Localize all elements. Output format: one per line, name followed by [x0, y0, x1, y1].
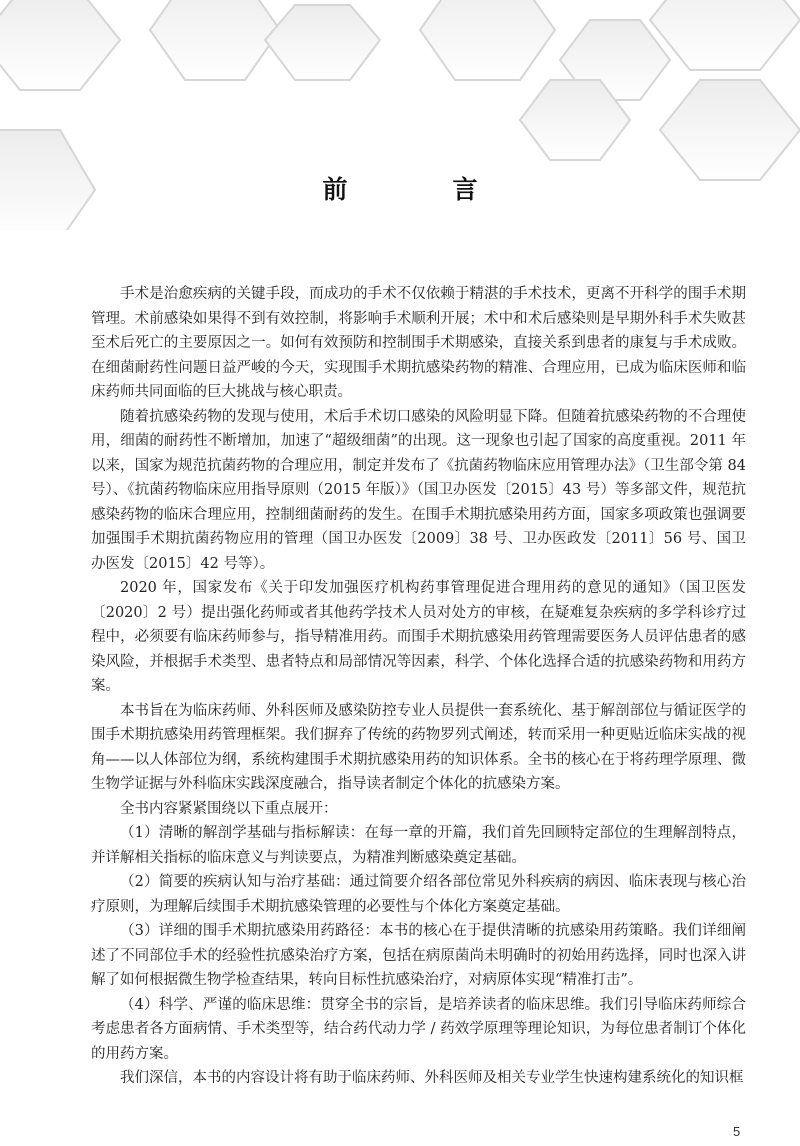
paragraph: （3）详细的围手术期抗感染用药路径：本书的核心在于提供清晰的抗感染用药策略。我们详细阐述了不同部位手术的经验性抗感染治疗方案，包括在病原菌尚未明确时的初始用药选择，同时也深入讲解了如何根据微生物学检查结果，转向目标性抗感染治疗，对病原体实现“精准打击”。	[91, 923, 746, 988]
hexagon-shape	[660, 80, 800, 180]
paragraph: 全书内容紧紧围绕以下重点展开：	[120, 800, 338, 817]
paragraph: 本书旨在为临床药师、外科医师及感染防控专业人员提供一套系统化、基于解剖部位与循证医学的围手术期抗感染用药管理框架。我们摒弃了传统的药物罗列式阐述，转而采用一种更贴近临床实战的视角——以人体部位为纲，系统构建围手术期抗感染用药的知识体系。全书的核心在于将药理学原理、微生物学证据与外科临床实践深度融合，指导读者制定个体化的抗感染方案。	[91, 702, 746, 792]
hexagon-shape	[265, 5, 380, 80]
preface-body	[91, 282, 746, 1091]
hexagon-shape	[650, 0, 800, 70]
hexagon-shape	[420, 0, 555, 80]
page-title: 前 言	[322, 175, 518, 204]
paragraph: 手术是治愈疾病的关键手段，而成功的手术不仅依赖于精湛的手术技术，更离不开科学的围手术期管理。术前感染如果得不到有效控制，将影响手术顺利开展；术中和术后感染则是早期外科手术失败甚至术后死亡的主要原因之一。如何有效预防和控制围手术期感染，直接关系到患者的康复与手术成败。在细菌耐药性问题日益严峻的今天，实现围手术期抗感染药物的精准、合理应用，已成为临床医师和临床药师共同面临的巨大挑战与核心职责。	[91, 286, 746, 400]
paragraph: （2）简要的疾病认知与治疗基础：通过简要介绍各部位常见外科疾病的病因、临床表现与核心治疗原则，为理解后续围手术期抗感染管理的必要性与个体化方案奠定基础。	[91, 874, 746, 915]
paragraph: 随着抗感染药物的发现与使用，术后手术切口感染的风险明显下降。但随着抗感染药物的不合理使用，细菌的耐药性不断增加，加速了“超级细菌”的出现。这一现象也引起了国家的高度重视。2011 年以来，国家为规范抗菌药物的合理应用，制定并发布了《抗菌药物临床应用管理办法》（卫生部令第 84 号）、《抗菌药物临床应用指导原则（2015 年版）》（国卫办医发〔2015〕43 号）等多部文件，规范抗感染药物的临床合理应用，控制细菌耐药的发生。在围手术期抗感染用药方面，国家多项政策也强调要加强围手术期抗菌药物应用的管理（国卫办医发〔2009〕38 号、卫办医政发〔2011〕56 号、国卫办医发〔2015〕42 号等）。	[91, 408, 746, 572]
paragraph: （4）科学、严谨的临床思维：贯穿全书的宗旨，是培养读者的临床思维。我们引导临床药师综合考虑患者各方面病情、手术类型等，结合药代动力学 / 药效学原理等理论知识，为每位患者制订个体化的用药方案。	[91, 996, 746, 1062]
paragraph: 2020 年，国家发布《关于印发加强医疗机构药事管理促进合理用药的意见的通知》（国卫医发〔2020〕2 号）提出强化药师或者其他药学技术人员对处方的审核，在疑难复杂疾病的多学科诊疗过程中，必须要有临床药师参与，指导精准用药。而围手术期抗感染用药管理需要医务人员评估患者的感染风险，并根据手术类型、患者特点和局部情况等因素，科学、个体化选择合适的抗感染药物和用药方案。	[91, 580, 746, 694]
hexagon-shape	[0, 0, 120, 90]
hexagon-shape	[150, 0, 280, 80]
page-number: 5	[733, 1124, 741, 1139]
paragraph: 我们深信，本书的内容设计将有助于临床药师、外科医师及相关专业学生快速构建系统化的知识框	[120, 1070, 744, 1086]
paragraph: （1）清晰的解剖学基础与指标解读：在每一章的开篇，我们首先回顾特定部位的生理解剖特点，并详解相关指标的临床意义与判读要点，为精准判断感染奠定基础。	[91, 825, 746, 866]
